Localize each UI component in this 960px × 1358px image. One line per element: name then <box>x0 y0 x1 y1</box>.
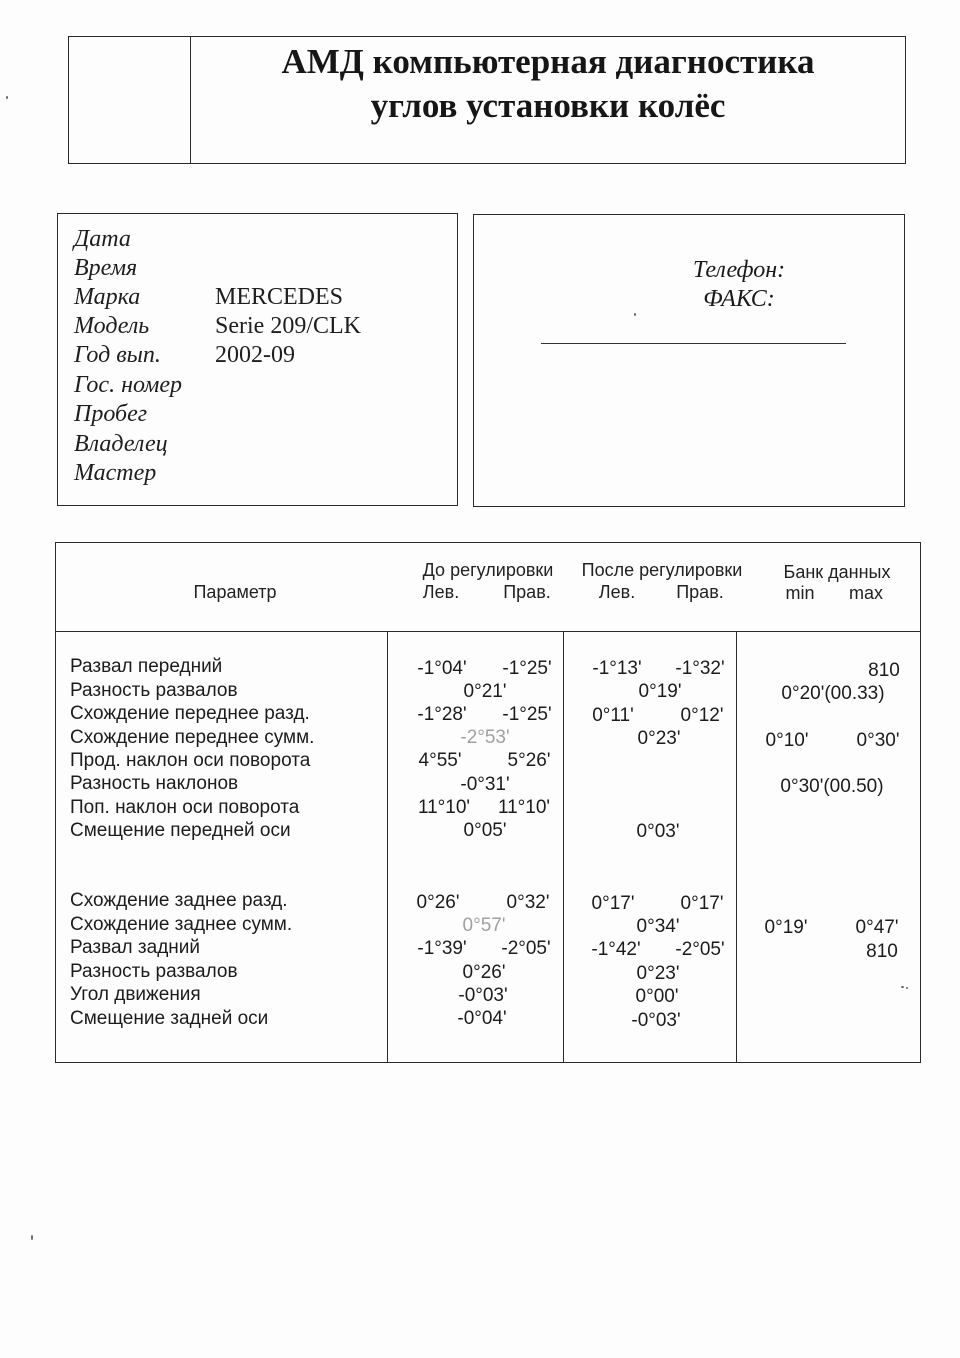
table-header-rule <box>55 631 921 632</box>
row-db-max: 0°30' <box>856 730 900 751</box>
row-param: Разность развалов <box>70 680 238 701</box>
row-before-left: 11°10' <box>417 797 471 818</box>
row-param: Разность наклонов <box>70 773 239 794</box>
db-max-header: max <box>848 583 884 603</box>
row-after-center: 0°00' <box>635 986 679 1007</box>
after-header: После регулировки <box>581 560 743 580</box>
date-label: Дата <box>74 226 131 252</box>
row-before-center: -0°31' <box>460 774 510 795</box>
row-before-left: 0°26' <box>416 892 460 913</box>
row-param: Схождение заднее разд. <box>70 890 288 911</box>
row-after-left: -1°42' <box>591 939 641 960</box>
row-after-center: 0°34' <box>636 916 680 937</box>
page-title-line1: АМД компьютерная диагностика <box>281 42 815 81</box>
row-after-right: 0°17' <box>680 893 724 914</box>
row-after-center: 0°03' <box>636 821 680 842</box>
scan-speck <box>31 1235 33 1240</box>
after-left-header: Лев. <box>598 582 636 602</box>
row-after-right: 0°12' <box>680 705 724 726</box>
row-before-right: 11°10' <box>497 797 551 818</box>
scan-speck <box>6 96 8 99</box>
after-right-header: Прав. <box>676 582 724 602</box>
row-db-right: 810 <box>868 660 900 681</box>
row-after-center: -0°03' <box>631 1010 681 1031</box>
year-value: 2002-09 <box>215 342 295 368</box>
row-db-center: 0°20'(00.33) <box>781 683 885 704</box>
row-before-left: -1°28' <box>417 704 467 725</box>
column-divider-before <box>387 631 388 1063</box>
row-after-left: -1°13' <box>592 658 642 679</box>
column-divider-db <box>736 631 737 1063</box>
page-title-line2: углов установки колёс <box>370 86 726 125</box>
row-db-right: 810 <box>866 941 898 962</box>
contact-signature-line <box>541 343 846 344</box>
row-before-center: 0°57' <box>462 915 506 936</box>
db-header: Банк данных <box>783 562 891 582</box>
column-divider-after <box>563 631 564 1063</box>
scan-speck <box>906 987 908 989</box>
before-right-header: Прав. <box>503 582 551 602</box>
row-param: Развал задний <box>70 937 201 958</box>
time-label: Время <box>74 255 138 281</box>
row-after-right: -1°32' <box>675 658 725 679</box>
scan-speck <box>634 313 636 316</box>
row-before-left: -1°39' <box>417 938 467 959</box>
model-value: Serie 209/CLK <box>215 313 361 339</box>
row-before-center: -0°04' <box>457 1008 507 1029</box>
row-before-right: -2°05' <box>501 938 551 959</box>
row-param: Поп. наклон оси поворота <box>70 797 300 818</box>
row-after-center: 0°23' <box>637 728 681 749</box>
row-param: Схождение переднее сумм. <box>70 727 315 748</box>
row-before-right: -1°25' <box>502 658 552 679</box>
mechanic-label: Мастер <box>74 460 157 486</box>
row-after-left: 0°11' <box>592 705 634 726</box>
row-param: Смещение задней оси <box>70 1008 269 1029</box>
row-param: Развал передний <box>70 656 223 677</box>
row-before-center: 0°26' <box>462 962 506 983</box>
row-param: Схождение заднее сумм. <box>70 914 293 935</box>
row-before-right: 0°32' <box>506 892 550 913</box>
row-param: Смещение передней оси <box>70 820 291 841</box>
plate-label: Гос. номер <box>74 372 183 398</box>
make-value: MERCEDES <box>215 284 344 310</box>
row-before-left: -1°04' <box>417 658 467 679</box>
before-left-header: Лев. <box>422 582 460 602</box>
make-label: Марка <box>74 284 141 310</box>
row-before-right: -1°25' <box>502 704 552 725</box>
db-min-header: min <box>785 583 815 603</box>
row-param: Разность развалов <box>70 961 238 982</box>
row-after-right: -2°05' <box>675 939 725 960</box>
row-param: Прод. наклон оси поворота <box>70 750 311 771</box>
row-db-center: 0°30'(00.50) <box>780 776 884 797</box>
row-db-min: 0°10' <box>765 730 809 751</box>
row-before-right: 5°26' <box>507 750 551 771</box>
row-before-center: -0°03' <box>458 985 508 1006</box>
row-before-center: -2°53' <box>460 727 510 748</box>
row-after-left: 0°17' <box>591 893 635 914</box>
before-header: До регулировки <box>422 560 554 580</box>
row-param: Угол движения <box>70 984 201 1005</box>
row-db-max: 0°47' <box>855 917 899 938</box>
scan-speck <box>901 986 904 988</box>
row-before-center: 0°05' <box>463 820 507 841</box>
row-before-center: 0°21' <box>463 681 507 702</box>
param-header: Параметр <box>193 582 277 602</box>
row-before-left: 4°55' <box>418 750 462 771</box>
fax-label: ФАКС: <box>703 286 775 312</box>
mileage-label: Пробег <box>74 401 148 427</box>
row-after-center: 0°23' <box>636 963 680 984</box>
row-after-center: 0°19' <box>638 681 682 702</box>
model-label: Модель <box>74 313 150 339</box>
year-label: Год вып. <box>74 342 161 368</box>
owner-label: Владелец <box>74 431 168 457</box>
row-db-min: 0°19' <box>764 917 808 938</box>
phone-label: Телефон: <box>692 257 786 283</box>
row-param: Схождение переднее разд. <box>70 703 310 724</box>
